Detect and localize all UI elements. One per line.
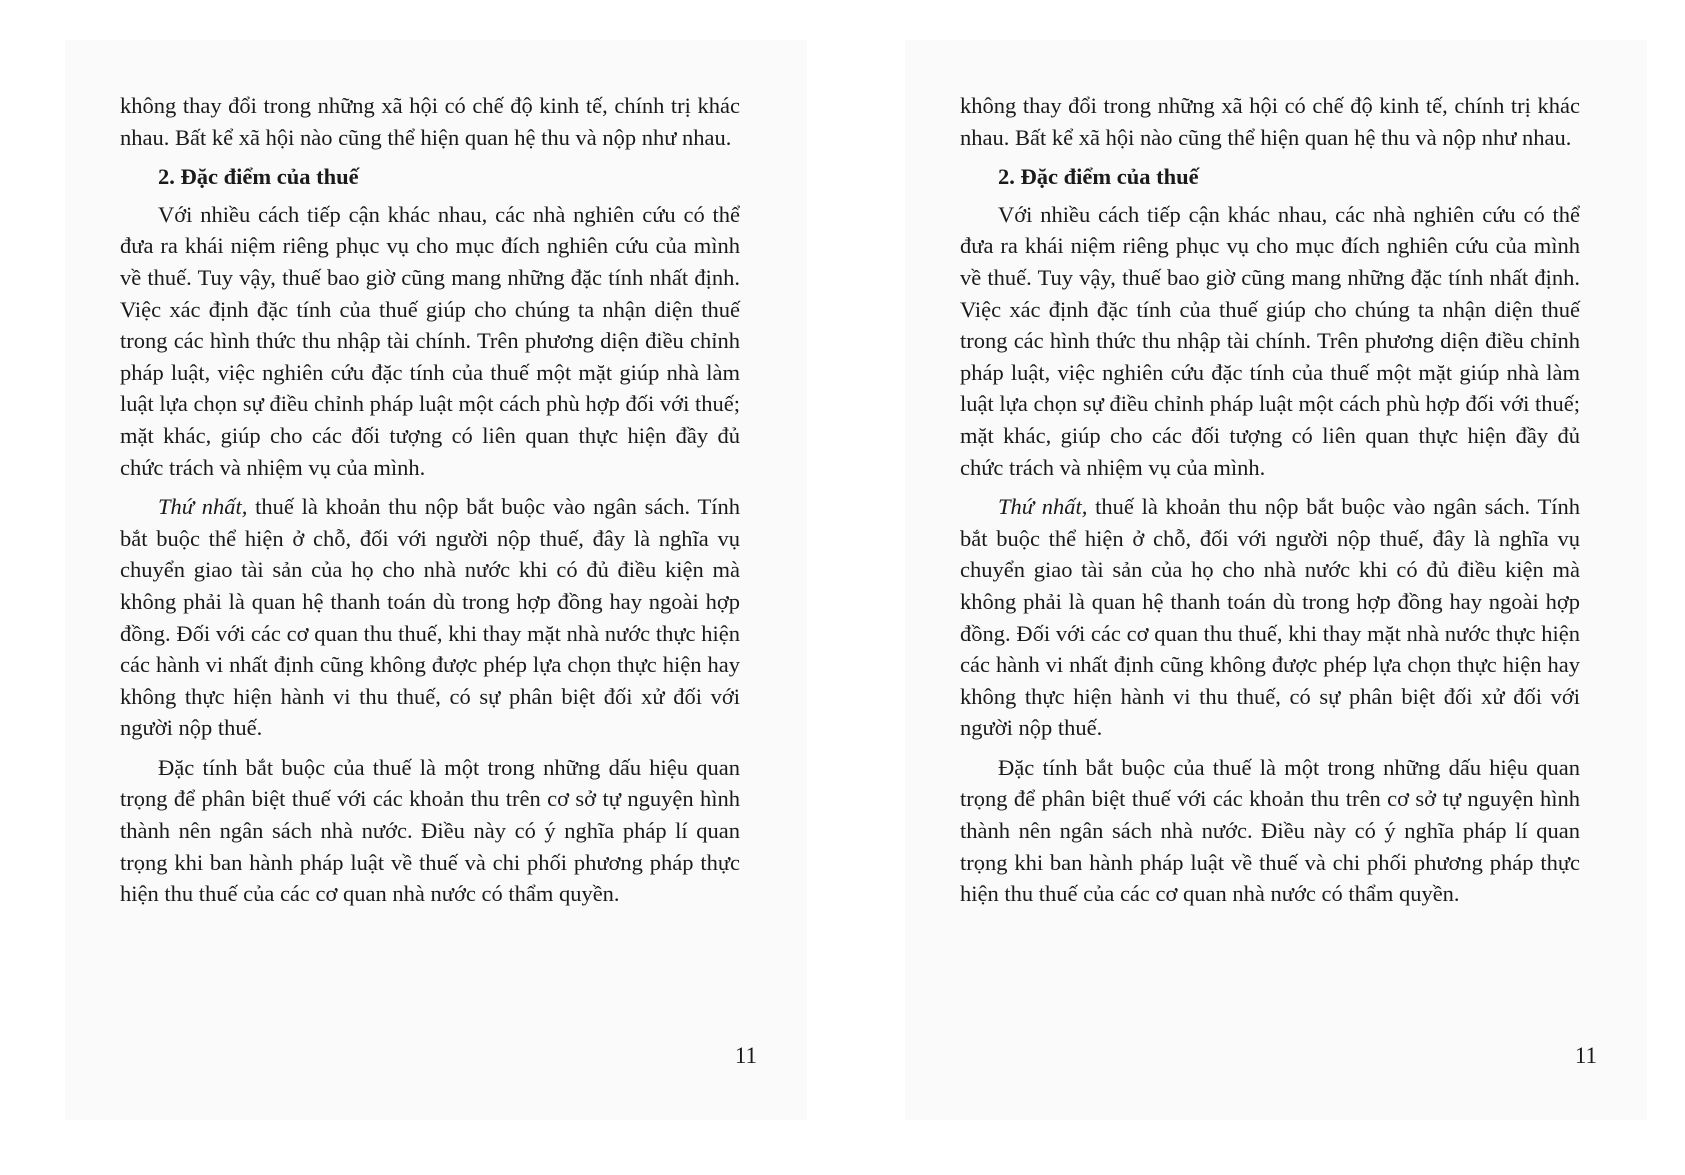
right-page xyxy=(905,40,1647,1120)
paragraph-approaches: Với nhiều cách tiếp cận khác nhau, các nhà nghiên cứu có thể đưa ra khái niệm riêng phục vụ cho mục đích nghiên cứu của mình về thuế. Tuy vậy, thuế bao giờ cũng mang những đặc tính nhất định. Việc xác định đặc tính của thuế giúp cho chúng ta nhận diện thuế trong các hình thức thu nhập tài chính. Trên phương diện điều chỉnh pháp luật, việc nghiên cứu đặc tính của thuế một mặt giúp nhà làm luật lựa chọn sự điều chỉnh pháp luật một cách phù hợp đối với thuế; mặt khác, giúp cho các đối tượng có liên quan thực hiện đầy đủ chức trách và nhiệm vụ của mình. xyxy=(120,201,740,480)
continuation-paragraph: không thay đổi trong những xã hội có chế độ kinh tế, chính trị khác nhau. Bất kể xã hội nào cũng thể hiện quan hệ thu và nộp như nhau. xyxy=(120,93,740,150)
page-number: 11 xyxy=(734,1043,757,1068)
continuation-paragraph: không thay đổi trong những xã hội có chế độ kinh tế, chính trị khác nhau. Bất kể xã hội nào cũng thể hiện quan hệ thu và nộp như nhau. xyxy=(960,93,1580,150)
paragraph-first-characteristic xyxy=(960,491,1580,744)
paragraph-compulsory-trait: Đặc tính bắt buộc của thuế là một trong những dấu hiệu quan trọng để phân biệt thuế với các khoản thu trên cơ sở tự nguyện hình thành nên ngân sách nhà nước. Điều này có ý nghĩa pháp lí quan trọng khi ban hành pháp luật về thuế và chi phối phương pháp thực hiện thu thuế của các cơ quan nhà nước có thẩm quyền. xyxy=(120,754,740,907)
paragraph-body: thuế là khoản thu nộp bắt buộc vào ngân sách. Tính bắt buộc thể hiện ở chỗ, đối với người nộp thuế, đây là nghĩa vụ chuyển giao tài sản của họ cho nhà nước khi có đủ điều kiện mà không phải là quan hệ thanh toán dù trong hợp đồng hay ngoài hợp đồng. Đối với các cơ quan thu thuế, khi thay mặt nhà nước thực hiện các hành vi nhất định cũng không được phép lựa chọn thực hiện hay không thực hiện hành vi thu thuế, có sự phân biệt đối xử đối với người nộp thuế. xyxy=(120,494,740,741)
section-heading: 2. Đặc điểm của thuế xyxy=(998,164,1199,190)
left-page xyxy=(65,40,807,1120)
paragraph-lead-italic: Thứ nhất, xyxy=(998,494,1088,520)
right-page-text xyxy=(960,90,1580,918)
paragraph-compulsory-trait: Đặc tính bắt buộc của thuế là một trong những dấu hiệu quan trọng để phân biệt thuế với các khoản thu trên cơ sở tự nguyện hình thành nên ngân sách nhà nước. Điều này có ý nghĩa pháp lí quan trọng khi ban hành pháp luật về thuế và chi phối phương pháp thực hiện thu thuế của các cơ quan nhà nước có thẩm quyền. xyxy=(960,754,1580,907)
paragraph-first-characteristic xyxy=(120,491,740,744)
paragraph-body: thuế là khoản thu nộp bắt buộc vào ngân sách. Tính bắt buộc thể hiện ở chỗ, đối với người nộp thuế, đây là nghĩa vụ chuyển giao tài sản của họ cho nhà nước khi có đủ điều kiện mà không phải là quan hệ thanh toán dù trong hợp đồng hay ngoài hợp đồng. Đối với các cơ quan thu thuế, khi thay mặt nhà nước thực hiện các hành vi nhất định cũng không được phép lựa chọn thực hiện hay không thực hiện hành vi thu thuế, có sự phân biệt đối xử đối với người nộp thuế. xyxy=(960,494,1580,741)
section-heading: 2. Đặc điểm của thuế xyxy=(158,164,359,190)
page-number: 11 xyxy=(1574,1043,1597,1068)
paragraph-approaches: Với nhiều cách tiếp cận khác nhau, các nhà nghiên cứu có thể đưa ra khái niệm riêng phục vụ cho mục đích nghiên cứu của mình về thuế. Tuy vậy, thuế bao giờ cũng mang những đặc tính nhất định. Việc xác định đặc tính của thuế giúp cho chúng ta nhận diện thuế trong các hình thức thu nhập tài chính. Trên phương diện điều chỉnh pháp luật, việc nghiên cứu đặc tính của thuế một mặt giúp nhà làm luật lựa chọn sự điều chỉnh pháp luật một cách phù hợp đối với thuế; mặt khác, giúp cho các đối tượng có liên quan thực hiện đầy đủ chức trách và nhiệm vụ của mình. xyxy=(960,201,1580,480)
left-page-text xyxy=(120,90,740,918)
paragraph-lead-italic: Thứ nhất, xyxy=(158,494,248,520)
